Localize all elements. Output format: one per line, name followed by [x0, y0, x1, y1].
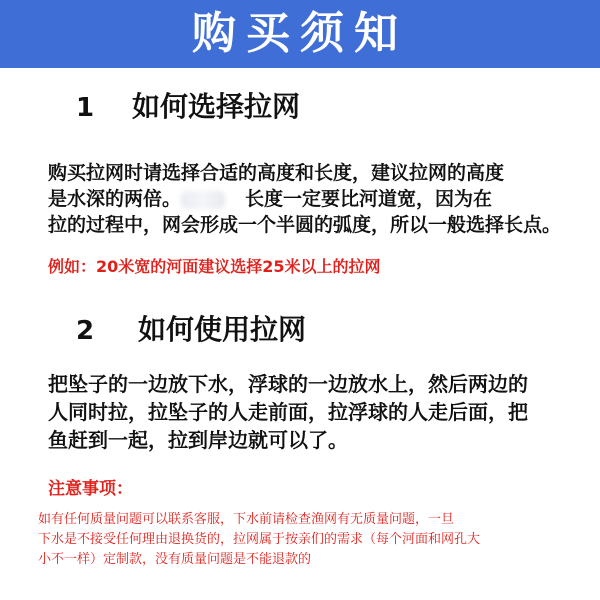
section-2-line-1: 把坠子的一边放下水，浮球的一边放水上，然后两边的 — [48, 372, 528, 396]
section-2-heading — [76, 313, 307, 346]
page-title: 购买须知 — [192, 8, 408, 59]
section-2-line-3: 鱼赶到一起，拉到岸边就可以了。 — [48, 428, 348, 452]
section-1-line-2 — [48, 186, 561, 212]
section-1-title: 如何选择拉网 — [132, 90, 301, 123]
section-2-title: 如何使用拉网 — [138, 313, 307, 346]
header-banner — [0, 0, 600, 68]
section-1-heading — [76, 90, 301, 123]
section-1-line-2a: 是水深的两倍。 — [48, 188, 182, 210]
blurred-text — [181, 191, 225, 209]
notice-line-1: 如有任何质量问题可以联系客服，下水前请检查渔网有无质量问题，一旦 — [38, 512, 455, 527]
notice-text — [38, 510, 480, 570]
section-1-line-3: 拉的过程中，网会形成一个半圆的弧度，所以一般选择长点。 — [48, 214, 562, 236]
section-2-paragraph — [48, 370, 528, 454]
section-2-line-2: 人同时拉，拉坠子的人走前面，拉浮球的人走后面，把 — [48, 400, 528, 424]
section-1-number: 1 — [76, 93, 95, 123]
section-1-line-2b: 长度一定要比河道宽，因为在 — [245, 188, 493, 210]
section-1-line-1: 购买拉网时请选择合适的高度和长度，建议拉网的高度 — [48, 162, 505, 184]
example-note: 例如：20米宽的河面建议选择25米以上的拉网 — [48, 257, 381, 276]
section-2-number: 2 — [76, 316, 95, 346]
notice-line-3: 小不一样）定制款，没有质量问题是不能退款的 — [38, 552, 312, 567]
notice-title: 注意事项： — [48, 479, 133, 499]
section-1-paragraph — [48, 160, 561, 238]
notice-line-2: 下水是不接受任何理由退换货的，拉网属于按亲们的需求（每个河面和网孔大 — [38, 532, 481, 547]
